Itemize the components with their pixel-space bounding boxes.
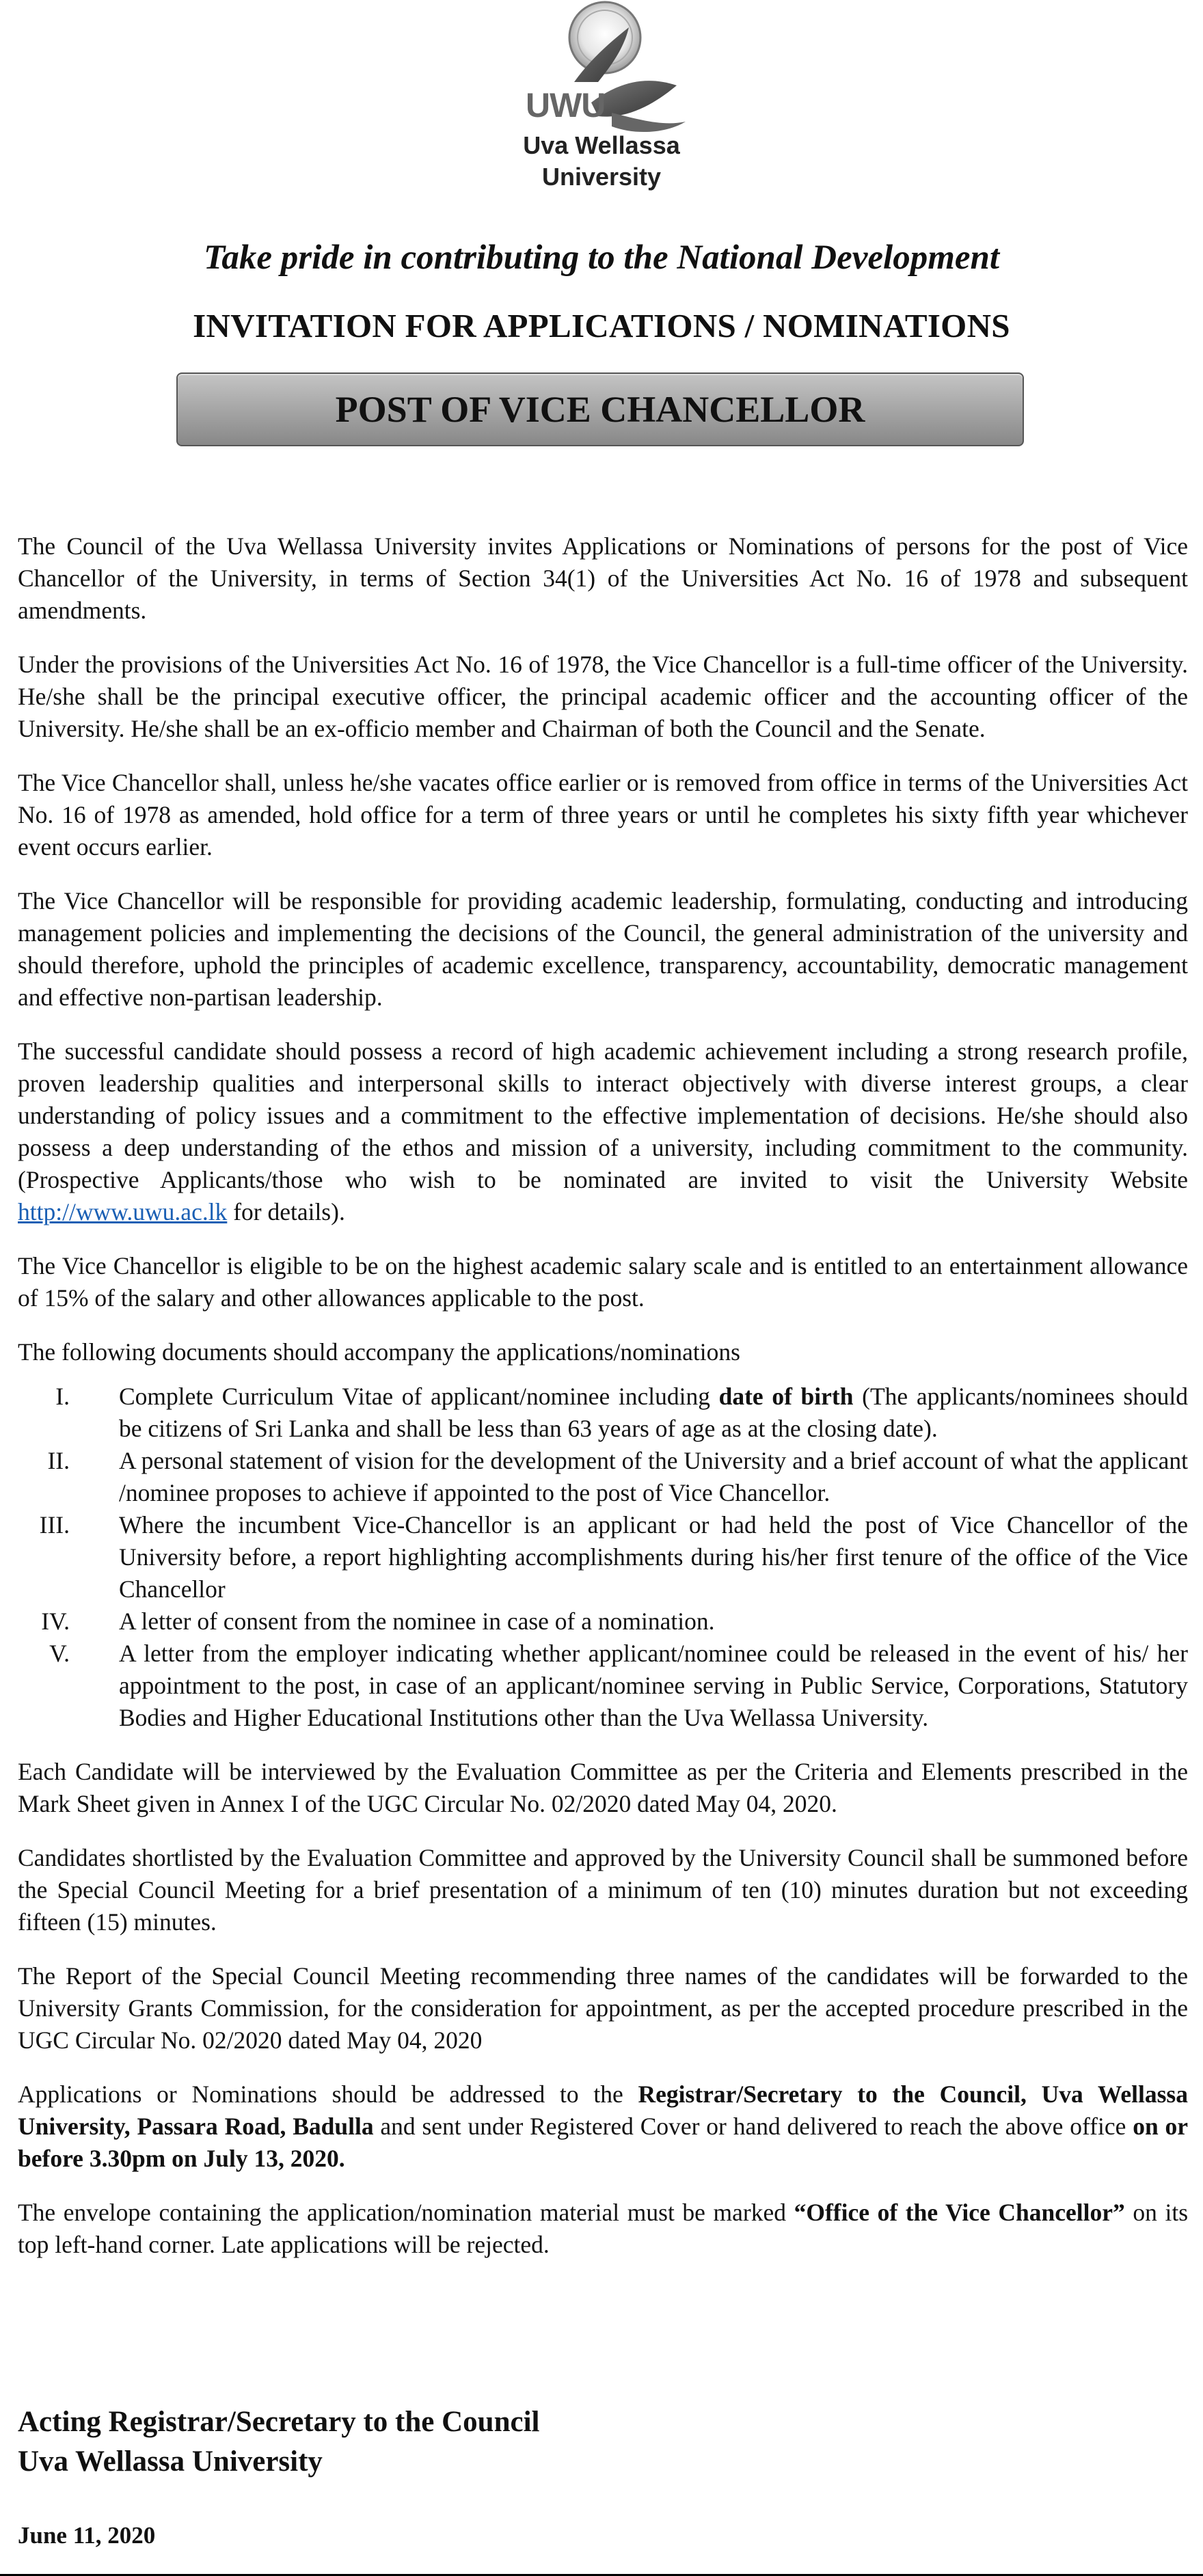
list-item-number: I. xyxy=(55,1383,70,1410)
envelope-text-tail: on its top left-hand corner. Late applications will be rejected. xyxy=(18,2199,1189,2258)
signatory-title: Acting Registrar/Secretary to the Council xyxy=(18,2406,540,2438)
paragraph-presentation: Candidates shortlisted by the Evaluation Committee and approved by the University Council shall be summoned before the Special Council Meeting for a brief presentation of a minimum of ten (10) minutes duration but not exceeding fifteen (15) minutes. xyxy=(18,1844,1188,1936)
requirements-text: The successful candidate should possess a record of high academic achievement including a strong research profile, proven leadership qualities and interpersonal skills to interact objectively with diverse interest groups, a clear understanding of policy issues and a commitment to the effective implementation of decisions. He/she should also possess a deep understanding of the ethos and mission of a university, including commitment to the community. (Prospective Applicants/those who wish to be nominated are invited to visit the University Website xyxy=(18,1038,1188,1193)
paragraph-requirements xyxy=(18,1035,1188,1228)
paragraph-documents-intro: The following documents should accompany the applications/nominations xyxy=(18,1338,740,1366)
envelope-marking: “Office of the Vice Chancellor” xyxy=(794,2199,1125,2226)
paragraph-invitation: The Council of the Uva Wellassa University invites Applications or Nominations of persons for the post of Vice Chancellor of the University, in terms of Section 34(1) of the Universities Act No. 16 of 1978 and subsequent amendments. xyxy=(18,532,1188,624)
list-item-number: V. xyxy=(49,1640,70,1667)
documents-list xyxy=(18,1381,1188,1734)
paragraph-submission xyxy=(18,2078,1188,2175)
logo-mark: UWU xyxy=(526,86,606,124)
post-title-banner xyxy=(176,372,1024,446)
list-item xyxy=(18,1509,1188,1605)
paragraph-provisions: Under the provisions of the Universities Act No. 16 of 1978, the Vice Chancellor is a full-time officer of the University. He/she shall be the principal executive officer, the principal academic officer and the accounting officer of the University. He/she shall be an ex-officio member and Chairman of both the Council and the Senate. xyxy=(18,651,1188,742)
logo-name-line2: University xyxy=(541,163,662,191)
list-item-text: A letter of consent from the nominee in case of a nomination. xyxy=(119,1608,715,1635)
submission-text: Applications or Nominations should be addressed to the xyxy=(18,2080,638,2108)
university-website-link[interactable]: http://www.uwu.ac.lk xyxy=(18,1198,228,1225)
logo-wordmark xyxy=(509,130,694,193)
list-item-text: A personal statement of vision for the development of the University and a brief account of what the applicant /nominee proposes to achieve if appointed to the post of Vice Chancellor. xyxy=(119,1447,1188,1506)
list-item-text-tail: (The applicants/nominees should be citizens of Sri Lanka and shall be less than 63 years of age as at the closing date). xyxy=(119,1383,1188,1442)
post-title: POST OF VICE CHANCELLOR xyxy=(335,389,865,430)
list-item-emphasis: date of birth xyxy=(718,1383,854,1410)
advertisement-body xyxy=(18,530,1188,2283)
list-item-text: Where the incumbent Vice-Chancellor is an applicant or had held the post of Vice Chancellor of the University before, a report highlighting accomplishments during his/her first tenure of the office of the Vice Chancellor xyxy=(119,1511,1188,1603)
submission-deadline: on or before 3.30pm on July 13, 2020. xyxy=(18,2113,1189,2172)
list-item xyxy=(18,1605,1188,1638)
signature-block xyxy=(18,2402,539,2482)
signatory-institution: Uva Wellassa University xyxy=(18,2445,323,2478)
list-item-number: III. xyxy=(39,1511,70,1538)
list-item-text: A letter from the employer indicating whether applicant/nominee could be released in the event of his/ her appointment to the post, in case of an applicant/nominee serving in Public Service, Corporations, Statutory Bodies and Higher Educational Institutions other than the Uva Wellassa University. xyxy=(119,1640,1188,1731)
list-item xyxy=(18,1381,1188,1445)
list-item xyxy=(18,1638,1188,1734)
logo-name-line1: Uva Wellassa xyxy=(523,131,680,159)
requirements-tail: for details). xyxy=(227,1198,345,1225)
paragraph-envelope xyxy=(18,2197,1188,2261)
list-item-number: IV. xyxy=(41,1608,70,1635)
tagline: Take pride in contributing to the National Development xyxy=(203,239,1000,277)
paragraph-term: The Vice Chancellor shall, unless he/she vacates office earlier or is removed from office in terms of the Universities Act No. 16 of 1978 as amended, hold office for a term of three years or until he completes his sixty fifth year whichever event occurs earlier. xyxy=(18,769,1188,860)
page-heading: INVITATION FOR APPLICATIONS / NOMINATIONS xyxy=(193,307,1010,344)
list-item xyxy=(18,1445,1188,1509)
envelope-text: The envelope containing the application/nomination material must be marked xyxy=(18,2199,794,2226)
paragraph-report: The Report of the Special Council Meeting recommending three names of the candidates will be forwarded to the University Grants Commission, for the consideration for appointment, as per the accepted procedure prescribed in the UGC Circular No. 02/2020 dated May 04, 2020 xyxy=(18,1962,1188,2054)
paragraph-interview: Each Candidate will be interviewed by the Evaluation Committee as per the Criteria and Elements prescribed in the Mark Sheet given in Annex I of the UGC Circular No. 02/2020 dated May 04, 2020. xyxy=(18,1758,1188,1817)
list-item-text: Complete Curriculum Vitae of applicant/nominee including xyxy=(119,1383,719,1410)
notice-date: June 11, 2020 xyxy=(18,2522,156,2549)
paragraph-responsibilities: The Vice Chancellor will be responsible for providing academic leadership, formulating, conducting and introducing management policies and implementing the decisions of the Council, the general administration of the university and should therefore, uphold the principles of academic excellence, transparency, accountability, democratic management and effective non-partisan leadership. xyxy=(18,887,1188,1011)
university-logo xyxy=(509,0,694,205)
paragraph-salary: The Vice Chancellor is eligible to be on the highest academic salary scale and is entitled to an entertainment allowance of 15% of the salary and other allowances applicable to the post. xyxy=(18,1252,1188,1312)
submission-address: Registrar/Secretary to the Council, Uva Wellassa University, Passara Road, Badulla xyxy=(18,2080,1188,2140)
submission-text-mid: and sent under Registered Cover or hand delivered to reach the above office xyxy=(373,2113,1133,2140)
list-item-number: II. xyxy=(47,1447,70,1474)
